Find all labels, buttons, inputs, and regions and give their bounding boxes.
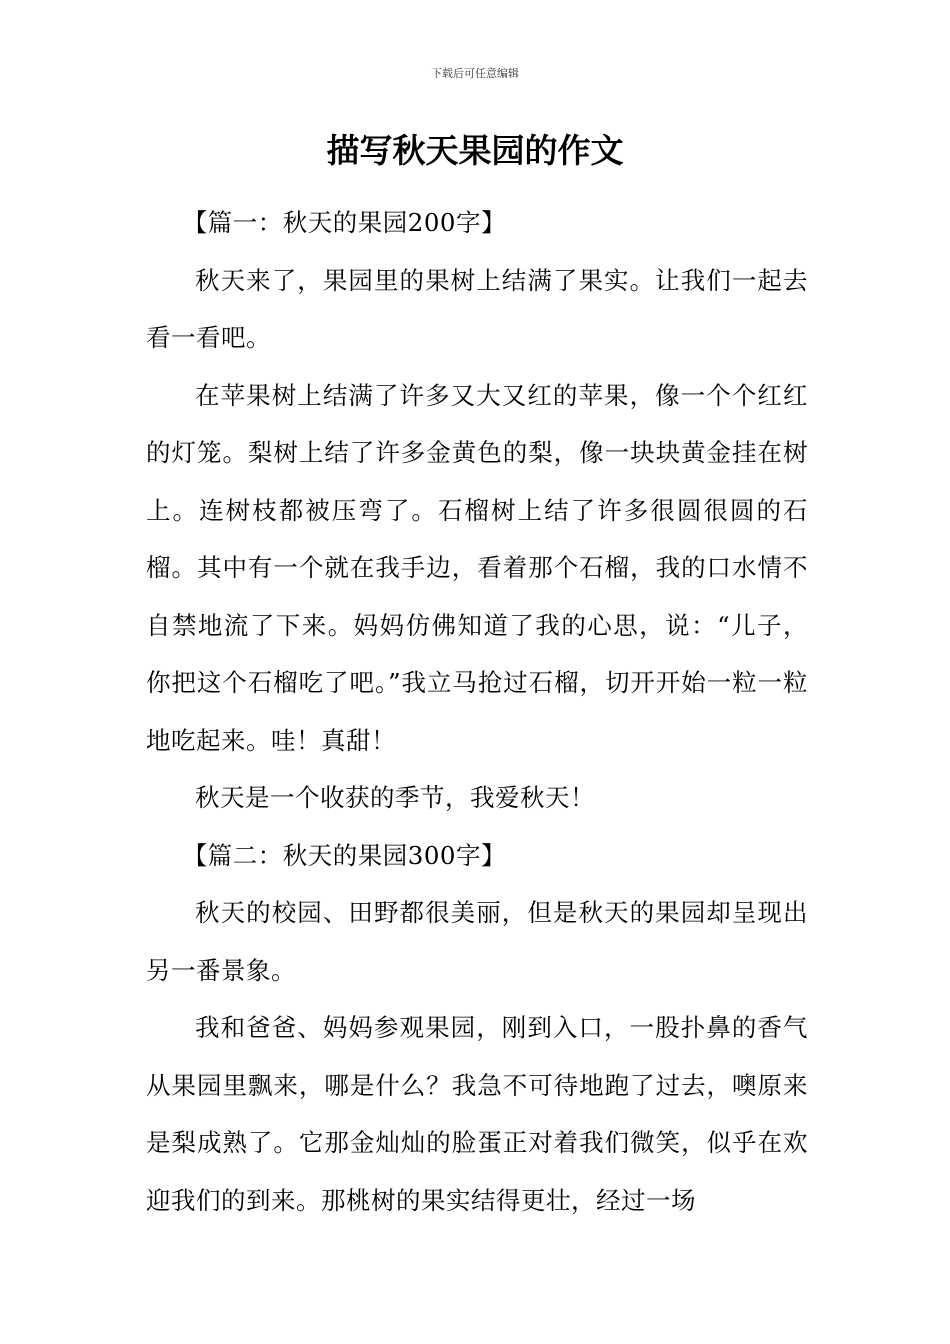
- header-note: 下载后可任意编辑: [431, 67, 519, 80]
- section-heading-1: 【篇一：秋天的果园200字】: [182, 208, 507, 237]
- section-heading-2: 【篇二：秋天的果园300字】: [182, 840, 507, 870]
- paragraph: 秋天的校园、田野都很美丽，但是秋天的果园却呈现出另一番景象。: [146, 898, 808, 985]
- document-body: [146, 194, 808, 1229]
- paragraph: 在苹果树上结满了许多又大又红的苹果，像一个个红红的灯笼。梨树上结了许多金黄色的梨，像一块块黄金挂在树上。连树枝都被压弯了。石榴树上结了许多很圆很圆的石榴。其中有一个就在我手边，看着那个石榴，我的口水情不自禁地流了下来。妈妈仿佛知道了我的心思，说：“儿子，你把这个石榴吃了吧。”我立马抢过石榴，切开开始一粒一粒地吃起来。哇！真甜！: [146, 380, 808, 755]
- paragraph: 秋天来了，果园里的果树上结满了果实。让我们一起去看一看吧。: [146, 265, 808, 352]
- paragraph: 我和爸爸、妈妈参观果园，刚到入口，一股扑鼻的香气从果园里飘来，哪是什么？我急不可待地跑了过去，噢原来是梨成熟了。它那金灿灿的脸蛋正对着我们微笑，似乎在欢迎我们的到来。那桃树的果实结得更壮，经过一场: [146, 1013, 808, 1215]
- paragraph: 秋天是一个收获的季节，我爱秋天！: [195, 783, 595, 812]
- document-title: 描写秋天果园的作文: [326, 131, 624, 170]
